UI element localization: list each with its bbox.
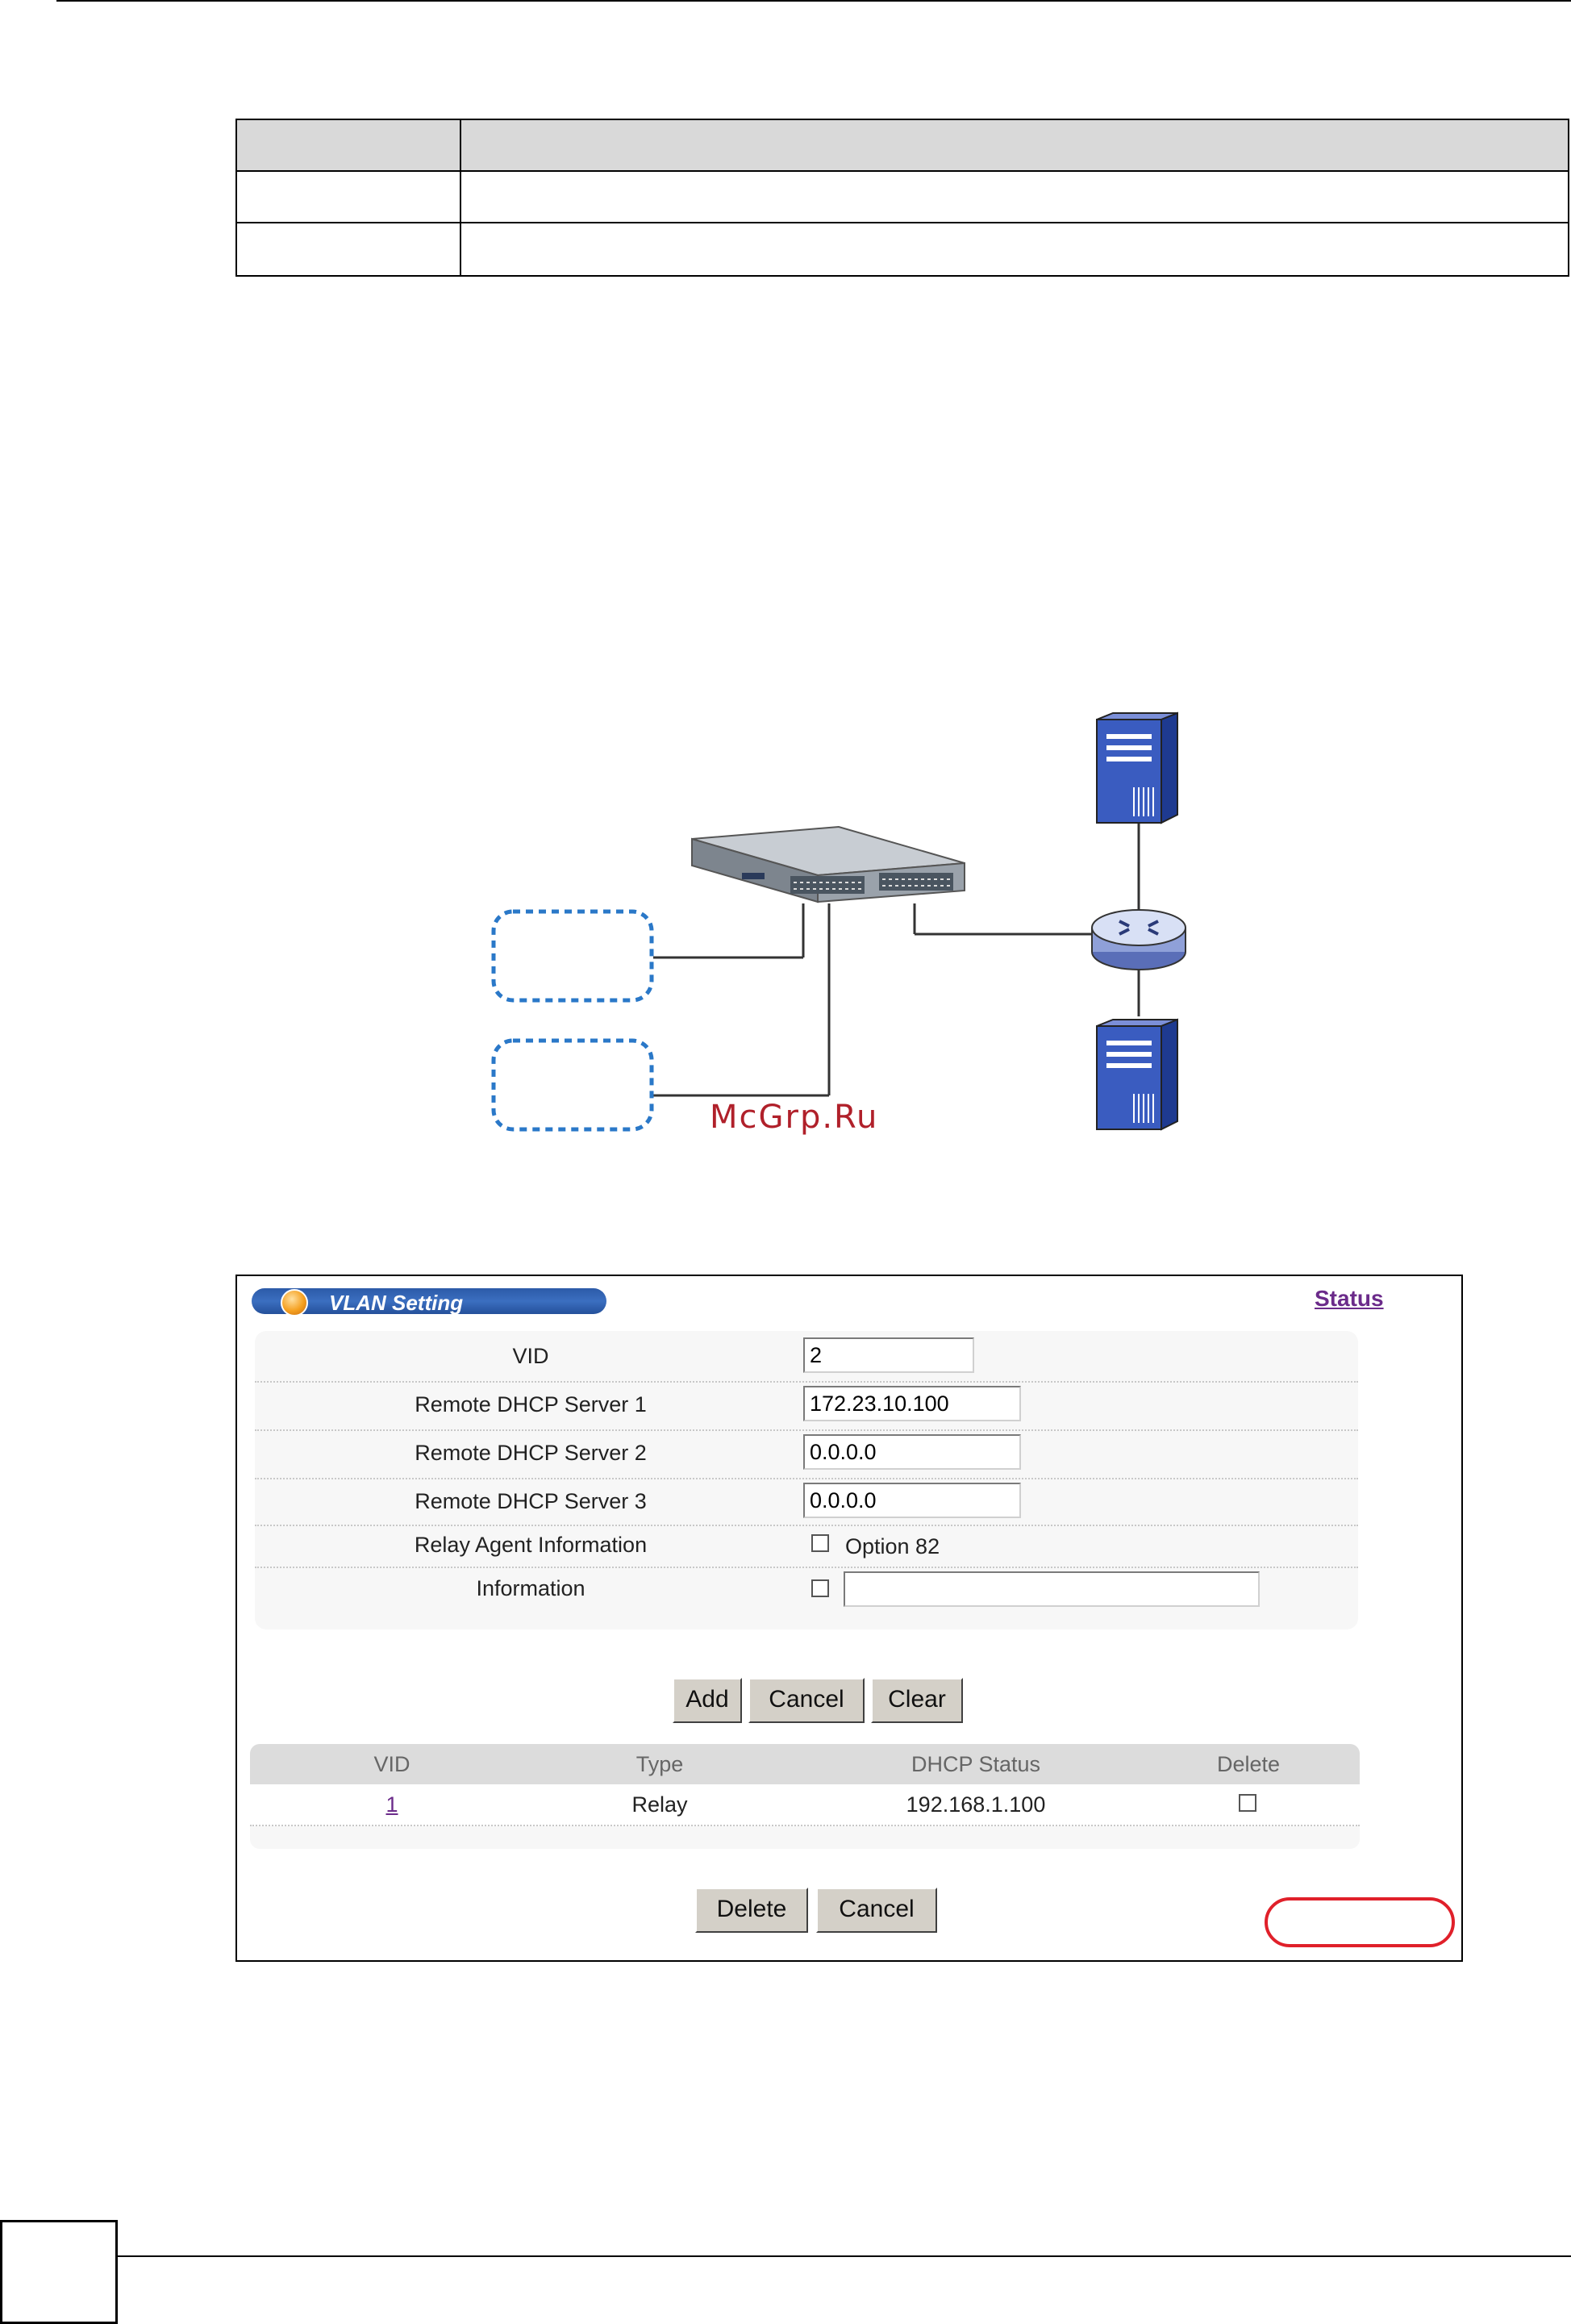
type-cell: Relay bbox=[631, 1792, 688, 1817]
form-row-vid bbox=[255, 1331, 1358, 1383]
server2-label: Remote DHCP Server 2 bbox=[415, 1441, 647, 1465]
dhcp-status-cell: 192.168.1.100 bbox=[906, 1792, 1046, 1817]
doc-table bbox=[235, 119, 1569, 277]
relay-agent-label: Relay Agent Information bbox=[414, 1533, 648, 1557]
form-row-relay bbox=[255, 1525, 1358, 1568]
server3-label: Remote DHCP Server 3 bbox=[415, 1489, 647, 1513]
table-column-divider bbox=[460, 120, 461, 275]
panel-title: VLAN Setting bbox=[329, 1291, 464, 1315]
table-header-row bbox=[237, 120, 1568, 170]
option82-label: Option 82 bbox=[845, 1534, 940, 1558]
server-icon bbox=[1097, 1020, 1177, 1129]
router-icon bbox=[1092, 910, 1186, 970]
settings-form bbox=[255, 1331, 1358, 1629]
table-row bbox=[250, 1784, 1360, 1826]
watermark: McGrp.Ru bbox=[710, 1099, 879, 1136]
status-link[interactable]: Status bbox=[1315, 1286, 1384, 1311]
table-row bbox=[237, 222, 1568, 223]
information-input[interactable] bbox=[844, 1571, 1260, 1607]
option82-checkbox[interactable] bbox=[811, 1534, 829, 1552]
form-row-information bbox=[255, 1567, 1358, 1617]
add-button[interactable]: Add bbox=[673, 1678, 742, 1723]
information-checkbox[interactable] bbox=[811, 1579, 829, 1597]
switch-icon bbox=[692, 827, 965, 902]
footer-rule bbox=[118, 2255, 1571, 2257]
title-bar bbox=[252, 1288, 606, 1314]
col-type-header: Type bbox=[635, 1752, 684, 1776]
form-row-server1 bbox=[255, 1381, 1358, 1431]
col-vid-header: VID bbox=[373, 1752, 410, 1776]
server3-input[interactable] bbox=[803, 1483, 1021, 1518]
vlan-setting-panel bbox=[235, 1275, 1463, 1962]
network-cloud-icon bbox=[494, 912, 652, 1000]
clear-button[interactable]: Clear bbox=[871, 1678, 963, 1723]
col-dhcp-status-header: DHCP Status bbox=[911, 1752, 1041, 1776]
table-row bbox=[237, 170, 1568, 172]
cancel-button[interactable]: Cancel bbox=[748, 1678, 865, 1723]
form-row-server3 bbox=[255, 1478, 1358, 1526]
cancel-list-button[interactable]: Cancel bbox=[816, 1888, 937, 1933]
delete-button[interactable]: Delete bbox=[695, 1888, 808, 1933]
vid-link[interactable]: 1 bbox=[385, 1792, 398, 1817]
vid-input[interactable] bbox=[803, 1337, 974, 1373]
highlight-oval bbox=[1265, 1897, 1455, 1947]
vid-label: VID bbox=[512, 1344, 549, 1368]
server2-input[interactable] bbox=[803, 1434, 1021, 1470]
list-header bbox=[250, 1744, 1360, 1784]
title-orb-icon bbox=[281, 1289, 308, 1316]
server-icon bbox=[1097, 713, 1177, 823]
information-label: Information bbox=[476, 1576, 585, 1600]
server1-input[interactable] bbox=[803, 1386, 1021, 1421]
network-cloud-icon bbox=[494, 1041, 652, 1129]
page-number-box bbox=[0, 2220, 118, 2324]
top-rule bbox=[56, 0, 1571, 2]
relay-list bbox=[250, 1744, 1360, 1849]
form-row-server2 bbox=[255, 1429, 1358, 1479]
col-delete-header: Delete bbox=[1216, 1752, 1281, 1776]
network-diagram bbox=[484, 710, 1210, 1137]
server1-label: Remote DHCP Server 1 bbox=[415, 1392, 647, 1417]
delete-checkbox[interactable] bbox=[1239, 1794, 1256, 1812]
